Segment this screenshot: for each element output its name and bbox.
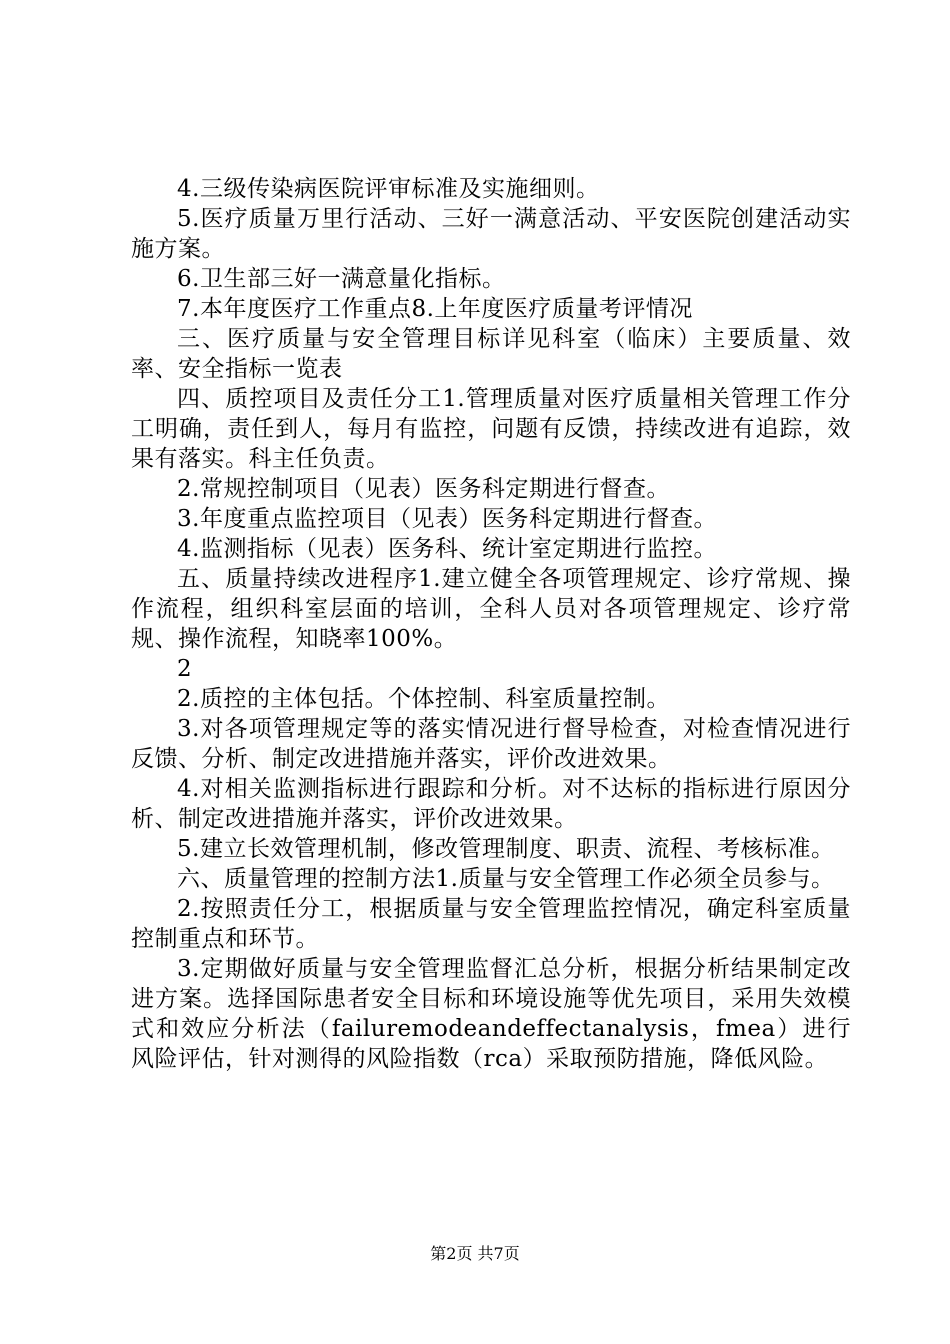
document-body xyxy=(131,174,851,1074)
paragraph: 3.年度重点监控项目（见表）医务科定期进行督查。 xyxy=(177,506,717,532)
paragraph: 2.按照责任分工，根据质量与安全管理监控情况，确定科室质量控制重点和环节。 xyxy=(131,896,851,952)
page-footer: 第2页 共7页 xyxy=(430,1244,520,1263)
paragraph: 5.建立长效管理机制，修改管理制度、职责、流程、考核标准。 xyxy=(177,836,835,862)
section-heading-paragraph: 三、医疗质量与安全管理目标详见科室（临床）主要质量、效率、安全指标一览表 xyxy=(131,326,851,382)
section-heading-paragraph: 四、质控项目及责任分工1.管理质量对医疗质量相关管理工作分工明确，责任到人，每月有监控，问题有反馈，持续改进有追踪，效果有落实。科主任负责。 xyxy=(131,386,851,472)
paragraph: 7.本年度医疗工作重点8.上年度医疗质量考评情况 xyxy=(177,296,693,322)
paragraph: 2 xyxy=(177,656,193,682)
paragraph: 4.对相关监测指标进行跟踪和分析。对不达标的指标进行原因分析、制定改进措施并落实，评价改进效果。 xyxy=(131,776,851,832)
paragraph: 3.对各项管理规定等的落实情况进行督导检查，对检查情况进行反馈、分析、制定改进措施并落实，评价改进效果。 xyxy=(131,716,851,772)
paragraph: 4.监测指标（见表）医务科、统计室定期进行监控。 xyxy=(177,536,717,562)
section-heading-paragraph: 六、质量管理的控制方法1.质量与安全管理工作必须全员参与。 xyxy=(177,866,835,892)
paragraph: 2.常规控制项目（见表）医务科定期进行督查。 xyxy=(177,476,670,502)
paragraph: 3.定期做好质量与安全管理监督汇总分析，根据分析结果制定改进方案。选择国际患者安全目标和环境设施等优先项目，采用失效模式和效应分析法（failuremodeandeffectanalysis，fmea）进行风险评估，针对测得的风险指数（rca）采取预防措施，降低风险。 xyxy=(131,956,851,1072)
paragraph: 4.三级传染病医院评审标准及实施细则。 xyxy=(177,176,600,202)
section-heading-paragraph: 五、质量持续改进程序1.建立健全各项管理规定、诊疗常规、操作流程，组织科室层面的培训，全科人员对各项管理规定、诊疗常规、操作流程，知晓率100%。 xyxy=(131,566,851,652)
paragraph: 5.医疗质量万里行活动、三好一满意活动、平安医院创建活动实施方案。 xyxy=(131,206,851,262)
paragraph: 2.质控的主体包括。个体控制、科室质量控制。 xyxy=(177,686,670,712)
paragraph: 6.卫生部三好一满意量化指标。 xyxy=(177,266,506,292)
